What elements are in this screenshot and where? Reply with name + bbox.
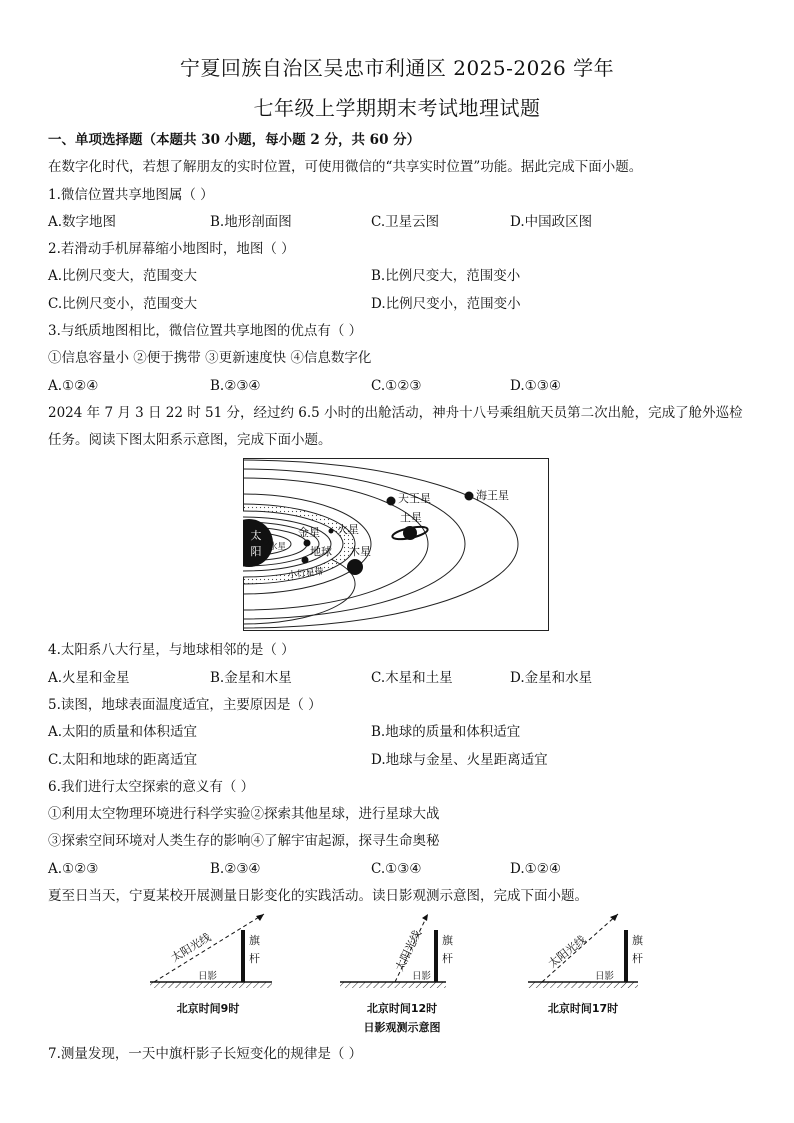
- solar-system-figure: [243, 458, 549, 631]
- question-2-option-a[interactable]: A.比例尺变大，范围变大: [48, 268, 198, 284]
- figure-caption: 日影观测示意图: [363, 1021, 441, 1034]
- question-4-option-a[interactable]: A.火星和金星: [48, 670, 130, 686]
- question-5-option-a[interactable]: A.太阳的质量和体积适宜: [48, 724, 198, 740]
- intro-shadow: 夏至日当天，宁夏某校开展测量日影变化的实践活动。读日影观测示意图，完成下面小题。: [48, 888, 588, 904]
- question-4-option-c[interactable]: C.木星和土星: [371, 670, 453, 686]
- neptune: [465, 492, 474, 501]
- pole-label-1-17h: 旗: [632, 934, 643, 947]
- exam-title-line2: 七年级上学期期末考试地理试题: [253, 96, 541, 120]
- shadow-label-12h: 日影: [412, 971, 432, 982]
- exam-title-line1: 宁夏回族自治区吴忠市利通区 2025-2026 学年: [179, 56, 615, 80]
- uranus-label: 天王星: [398, 492, 431, 505]
- earth-label: 地球: [310, 545, 332, 558]
- saturn-label: 土星: [400, 511, 422, 524]
- question-6-option-b[interactable]: B.②③④: [210, 861, 261, 877]
- mercury-label: 水星: [269, 542, 287, 552]
- shadow-panel-12h: [340, 914, 453, 1034]
- time-label-12h: 北京时间12时: [366, 1002, 438, 1015]
- question-6-stem: 6.我们进行太空探索的意义有（ ）: [48, 779, 255, 795]
- uranus: [387, 497, 396, 506]
- question-2-option-b[interactable]: B.比例尺变大，范围变小: [371, 268, 521, 284]
- question-6-option-a[interactable]: A.①②③: [48, 861, 99, 877]
- question-2-option-d[interactable]: D.比例尺变小，范围变小: [371, 296, 521, 312]
- pole-label-1-9h: 旗: [249, 934, 260, 947]
- question-6-option-c[interactable]: C.①③④: [371, 861, 422, 877]
- question-1-option-d[interactable]: D.中国政区图: [510, 214, 593, 230]
- sun-label-1: 太: [250, 529, 262, 542]
- question-1-option-b[interactable]: B.地形剖面图: [210, 214, 292, 230]
- question-6-statements-1: ①利用太空物理环境进行科学实验②探索其他星球，进行星球大战: [48, 806, 440, 822]
- question-3-option-b[interactable]: B.②③④: [210, 378, 261, 394]
- sun-ray-label-17h: 太阳光线: [545, 933, 589, 971]
- question-5-option-b[interactable]: B.地球的质量和体积适宜: [371, 724, 521, 740]
- sun-ray-label-9h: 太阳光线: [168, 930, 214, 965]
- shadow-panel-9h: [150, 914, 272, 1015]
- question-4-stem: 4.太阳系八大行星，与地球相邻的是（ ）: [48, 642, 295, 658]
- question-4-option-d[interactable]: D.金星和水星: [510, 670, 593, 686]
- shadow-panel-17h: [528, 914, 643, 1015]
- jupiter: [347, 559, 363, 575]
- sun-label-2: 阳: [250, 545, 262, 558]
- section-heading: 一、单项选择题（本题共 30 小题，每小题 2 分，共 60 分）: [48, 132, 421, 148]
- sun-ray-label-12h: 太阳光线: [393, 928, 424, 974]
- question-3-option-a[interactable]: A.①②④: [48, 378, 99, 394]
- question-1-option-c[interactable]: C.卫星云图: [371, 214, 440, 230]
- shadow-observation-figure: [140, 910, 660, 1038]
- pole-label-2-17h: 杆: [632, 952, 643, 965]
- asteroid-belt-label: 小行星带: [287, 567, 325, 581]
- pole-label-2-12h: 杆: [442, 952, 453, 965]
- question-1-stem: 1.微信位置共享地图属（ ）: [48, 187, 214, 203]
- mars-label: 火星: [337, 523, 359, 536]
- question-5-option-c[interactable]: C.太阳和地球的距离适宜: [48, 752, 198, 768]
- jupiter-label: 木星: [349, 545, 371, 558]
- pole-label-1-12h: 旗: [442, 934, 453, 947]
- shadow-label-9h: 日影: [198, 971, 218, 982]
- mars: [329, 529, 334, 534]
- time-label-17h: 北京时间17时: [547, 1002, 619, 1015]
- shadow-label-17h: 日影: [595, 971, 615, 982]
- intro-wechat: 在数字化时代，若想了解朋友的实时位置，可使用微信的“共享实时位置”功能。据此完成下面小题。: [48, 159, 643, 175]
- question-2-option-c[interactable]: C.比例尺变小，范围变大: [48, 296, 198, 312]
- venus-label: 金星: [298, 526, 320, 539]
- question-1-option-a[interactable]: A.数字地图: [48, 214, 117, 230]
- question-6-statements-2: ③探索空间环境对人类生存的影响④了解宇宙起源，探寻生命奥秘: [48, 833, 440, 849]
- question-3-option-d[interactable]: D.①③④: [510, 378, 561, 394]
- intro-shenzhou-line2: 任务。阅读下图太阳系示意图，完成下面小题。: [48, 432, 332, 448]
- pole-label-2-9h: 杆: [249, 952, 260, 965]
- intro-shenzhou-line1: 2024 年 7 月 3 日 22 时 51 分，经过约 6.5 小时的出舱活动，神舟十八号乘组航天员第二次出舱，完成了舱外巡检: [48, 405, 743, 421]
- question-5-option-d[interactable]: D.地球与金星、火星距离适宜: [371, 752, 548, 768]
- question-7-stem: 7.测量发现，一天中旗杆影子长短变化的规律是（ ）: [48, 1046, 363, 1062]
- question-4-option-b[interactable]: B.金星和木星: [210, 670, 292, 686]
- question-3-statements: ①信息容量小 ②便于携带 ③更新速度快 ④信息数字化: [48, 350, 372, 366]
- question-2-stem: 2.若滑动手机屏幕缩小地图时，地图（ ）: [48, 241, 295, 257]
- question-3-stem: 3.与纸质地图相比，微信位置共享地图的优点有（ ）: [48, 323, 363, 339]
- mercury: [264, 540, 269, 545]
- time-label-9h: 北京时间9时: [176, 1002, 240, 1015]
- neptune-label: 海王星: [476, 489, 509, 502]
- question-6-option-d[interactable]: D.①②④: [510, 861, 561, 877]
- earth: [302, 557, 309, 564]
- question-3-option-c[interactable]: C.①②③: [371, 378, 422, 394]
- question-5-stem: 5.读图，地球表面温度适宜，主要原因是（ ）: [48, 697, 322, 713]
- saturn: [403, 526, 417, 540]
